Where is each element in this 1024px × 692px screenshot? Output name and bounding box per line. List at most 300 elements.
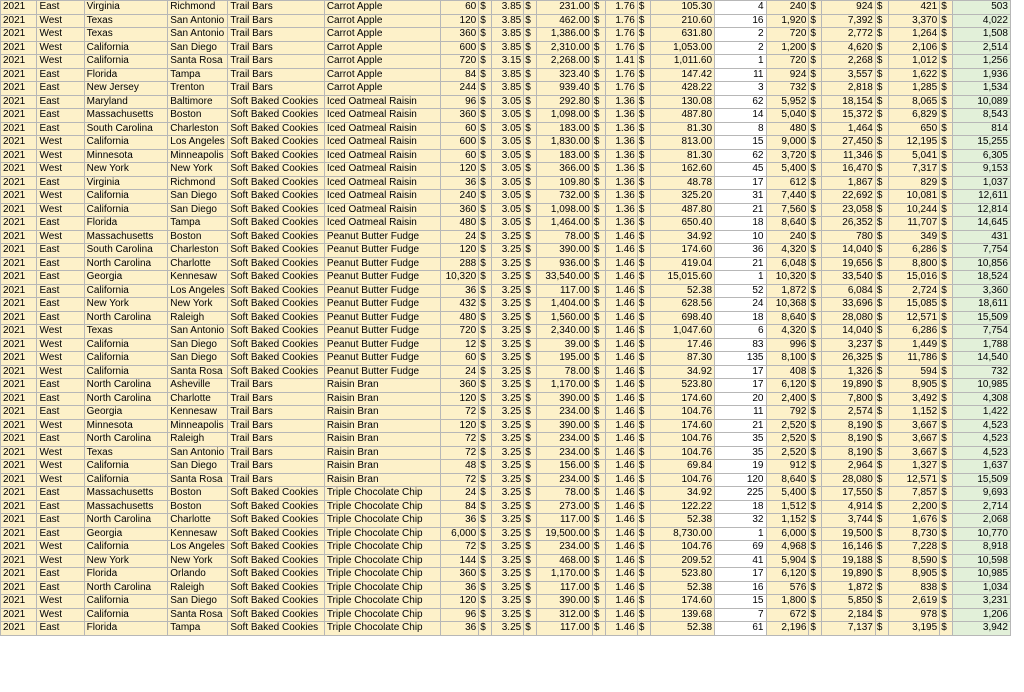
price-cell[interactable]: 3.25 [492,244,524,258]
sales-cell[interactable]: 16,146 [822,541,876,555]
units-cell[interactable]: 480 [440,217,479,231]
currency-symbol[interactable]: $ [637,55,650,69]
currency-symbol[interactable]: $ [875,298,888,312]
currency-symbol[interactable]: $ [479,230,492,244]
category-cell[interactable]: Trail Bars [228,14,325,28]
currency-symbol[interactable]: $ [809,298,822,312]
table-row[interactable] [1,284,1024,298]
region-cell[interactable]: West [37,325,84,339]
state-cell[interactable]: California [84,41,168,55]
city-cell[interactable]: Charlotte [168,257,228,271]
profit-cell[interactable]: 52.38 [650,514,714,528]
value-cell[interactable]: 1,327 [888,460,939,474]
price-cell[interactable]: 3.25 [492,487,524,501]
value-cell[interactable]: 7,228 [888,541,939,555]
currency-symbol[interactable]: $ [637,271,650,285]
units-cell[interactable]: 480 [440,311,479,325]
units-cell[interactable]: 36 [440,514,479,528]
currency-symbol[interactable]: $ [524,122,537,136]
net-cell[interactable]: 4,308 [953,392,1011,406]
region-cell[interactable]: East [37,406,84,420]
table-row[interactable] [1,257,1024,271]
price-cell[interactable]: 3.25 [492,460,524,474]
currency-symbol[interactable]: $ [809,109,822,123]
currency-symbol[interactable]: $ [524,527,537,541]
currency-symbol[interactable]: $ [479,244,492,258]
sales-units-cell[interactable]: 2,520 [766,419,809,433]
city-cell[interactable]: San Antonio [168,446,228,460]
currency-symbol[interactable]: $ [875,514,888,528]
region-cell[interactable]: West [37,595,84,609]
currency-symbol[interactable]: $ [940,338,953,352]
revenue-cell[interactable]: 1,098.00 [537,203,593,217]
category-cell[interactable]: Soft Baked Cookies [228,284,325,298]
currency-symbol[interactable]: $ [809,622,822,636]
city-cell[interactable]: Tampa [168,217,228,231]
sales-cell[interactable]: 2,268 [822,55,876,69]
product-cell[interactable]: Triple Chocolate Chip [324,622,440,636]
year-cell[interactable]: 2021 [1,406,37,420]
cost-cell[interactable]: 1.46 [605,487,637,501]
product-cell[interactable]: Peanut Butter Fudge [324,298,440,312]
product-cell[interactable]: Raisin Bran [324,406,440,420]
state-cell[interactable]: South Carolina [84,244,168,258]
city-cell[interactable]: Charlotte [168,392,228,406]
revenue-cell[interactable]: 2,340.00 [537,325,593,339]
currency-symbol[interactable]: $ [875,554,888,568]
cost-cell[interactable]: 1.46 [605,392,637,406]
units-cell[interactable]: 360 [440,568,479,582]
cost-cell[interactable]: 1.46 [605,514,637,528]
cost-cell[interactable]: 1.46 [605,352,637,366]
sales-units-cell[interactable]: 5,952 [766,95,809,109]
profit-cell[interactable]: 147.42 [650,68,714,82]
currency-symbol[interactable]: $ [940,68,953,82]
currency-symbol[interactable]: $ [809,338,822,352]
currency-symbol[interactable]: $ [524,554,537,568]
currency-symbol[interactable]: $ [592,568,605,582]
sales-units-cell[interactable]: 1,800 [766,595,809,609]
region-cell[interactable]: East [37,244,84,258]
cost-cell[interactable]: 1.46 [605,595,637,609]
currency-symbol[interactable]: $ [637,1,650,15]
product-cell[interactable]: Triple Chocolate Chip [324,541,440,555]
currency-symbol[interactable]: $ [809,122,822,136]
currency-symbol[interactable]: $ [479,95,492,109]
currency-symbol[interactable]: $ [809,14,822,28]
value-cell[interactable]: 978 [888,608,939,622]
currency-symbol[interactable]: $ [592,446,605,460]
currency-symbol[interactable]: $ [592,500,605,514]
value-cell[interactable]: 2,106 [888,41,939,55]
currency-symbol[interactable]: $ [524,68,537,82]
currency-symbol[interactable]: $ [479,338,492,352]
product-cell[interactable]: Iced Oatmeal Raisin [324,149,440,163]
currency-symbol[interactable]: $ [524,568,537,582]
sales-cell[interactable]: 2,772 [822,28,876,42]
price-cell[interactable]: 3.25 [492,554,524,568]
category-cell[interactable]: Trail Bars [228,28,325,42]
price-cell[interactable]: 3.25 [492,581,524,595]
units-cell[interactable]: 120 [440,595,479,609]
year-cell[interactable]: 2021 [1,55,37,69]
currency-symbol[interactable]: $ [479,190,492,204]
value-cell[interactable]: 1,449 [888,338,939,352]
currency-symbol[interactable]: $ [479,433,492,447]
qty-cell[interactable]: 120 [715,473,766,487]
price-cell[interactable]: 3.85 [492,28,524,42]
product-cell[interactable]: Peanut Butter Fudge [324,365,440,379]
sales-units-cell[interactable]: 1,200 [766,41,809,55]
state-cell[interactable]: California [84,608,168,622]
currency-symbol[interactable]: $ [809,527,822,541]
revenue-cell[interactable]: 78.00 [537,230,593,244]
currency-symbol[interactable]: $ [592,284,605,298]
state-cell[interactable]: Minnesota [84,419,168,433]
currency-symbol[interactable]: $ [592,55,605,69]
value-cell[interactable]: 3,667 [888,446,939,460]
revenue-cell[interactable]: 366.00 [537,163,593,177]
profit-cell[interactable]: 69.84 [650,460,714,474]
currency-symbol[interactable]: $ [479,122,492,136]
product-cell[interactable]: Peanut Butter Fudge [324,311,440,325]
revenue-cell[interactable]: 183.00 [537,122,593,136]
units-cell[interactable]: 24 [440,365,479,379]
city-cell[interactable]: Santa Rosa [168,608,228,622]
currency-symbol[interactable]: $ [592,379,605,393]
currency-symbol[interactable]: $ [940,271,953,285]
currency-symbol[interactable]: $ [940,392,953,406]
state-cell[interactable]: California [84,55,168,69]
table-row[interactable] [1,176,1024,190]
price-cell[interactable]: 3.25 [492,622,524,636]
currency-symbol[interactable]: $ [524,433,537,447]
currency-symbol[interactable]: $ [875,163,888,177]
sales-units-cell[interactable]: 8,640 [766,473,809,487]
currency-symbol[interactable]: $ [875,82,888,96]
revenue-cell[interactable]: 273.00 [537,500,593,514]
price-cell[interactable]: 3.25 [492,595,524,609]
qty-cell[interactable]: 225 [715,487,766,501]
currency-symbol[interactable]: $ [809,473,822,487]
currency-symbol[interactable]: $ [940,82,953,96]
sales-cell[interactable]: 7,137 [822,622,876,636]
currency-symbol[interactable]: $ [479,257,492,271]
table-row[interactable] [1,325,1024,339]
currency-symbol[interactable]: $ [940,109,953,123]
sales-units-cell[interactable]: 720 [766,28,809,42]
currency-symbol[interactable]: $ [592,392,605,406]
city-cell[interactable]: Raleigh [168,581,228,595]
net-cell[interactable]: 503 [953,1,1011,15]
currency-symbol[interactable]: $ [524,406,537,420]
category-cell[interactable]: Soft Baked Cookies [228,230,325,244]
revenue-cell[interactable]: 195.00 [537,352,593,366]
currency-symbol[interactable]: $ [592,608,605,622]
qty-cell[interactable]: 14 [715,109,766,123]
year-cell[interactable]: 2021 [1,68,37,82]
product-cell[interactable]: Carrot Apple [324,1,440,15]
net-cell[interactable]: 1,936 [953,68,1011,82]
qty-cell[interactable]: 1 [715,271,766,285]
price-cell[interactable]: 3.25 [492,284,524,298]
units-cell[interactable]: 360 [440,28,479,42]
currency-symbol[interactable]: $ [637,68,650,82]
currency-symbol[interactable]: $ [479,109,492,123]
net-cell[interactable]: 1,256 [953,55,1011,69]
cost-cell[interactable]: 1.76 [605,68,637,82]
sales-units-cell[interactable]: 4,320 [766,325,809,339]
currency-symbol[interactable]: $ [875,365,888,379]
table-row[interactable] [1,190,1024,204]
table-row[interactable] [1,311,1024,325]
cost-cell[interactable]: 1.36 [605,122,637,136]
sales-cell[interactable]: 18,154 [822,95,876,109]
year-cell[interactable]: 2021 [1,136,37,150]
qty-cell[interactable]: 15 [715,595,766,609]
value-cell[interactable]: 349 [888,230,939,244]
profit-cell[interactable]: 105.30 [650,1,714,15]
year-cell[interactable]: 2021 [1,325,37,339]
units-cell[interactable]: 36 [440,176,479,190]
currency-symbol[interactable]: $ [524,487,537,501]
cost-cell[interactable]: 1.46 [605,622,637,636]
category-cell[interactable]: Trail Bars [228,82,325,96]
region-cell[interactable]: West [37,338,84,352]
year-cell[interactable]: 2021 [1,487,37,501]
price-cell[interactable]: 3.25 [492,473,524,487]
currency-symbol[interactable]: $ [524,136,537,150]
price-cell[interactable]: 3.05 [492,217,524,231]
net-cell[interactable]: 4,523 [953,446,1011,460]
currency-symbol[interactable]: $ [479,554,492,568]
cost-cell[interactable]: 1.36 [605,217,637,231]
currency-symbol[interactable]: $ [809,284,822,298]
units-cell[interactable]: 72 [440,433,479,447]
units-cell[interactable]: 600 [440,41,479,55]
table-row[interactable] [1,122,1024,136]
units-cell[interactable]: 120 [440,419,479,433]
table-row[interactable] [1,109,1024,123]
region-cell[interactable]: East [37,568,84,582]
profit-cell[interactable]: 104.76 [650,541,714,555]
revenue-cell[interactable]: 936.00 [537,257,593,271]
region-cell[interactable]: East [37,392,84,406]
currency-symbol[interactable]: $ [524,217,537,231]
sales-units-cell[interactable]: 9,000 [766,136,809,150]
currency-symbol[interactable]: $ [637,608,650,622]
net-cell[interactable]: 1,788 [953,338,1011,352]
sales-units-cell[interactable]: 7,560 [766,203,809,217]
cost-cell[interactable]: 1.46 [605,325,637,339]
revenue-cell[interactable]: 117.00 [537,581,593,595]
year-cell[interactable]: 2021 [1,527,37,541]
product-cell[interactable]: Peanut Butter Fudge [324,284,440,298]
revenue-cell[interactable]: 1,464.00 [537,217,593,231]
units-cell[interactable]: 12 [440,338,479,352]
currency-symbol[interactable]: $ [875,608,888,622]
sales-cell[interactable]: 1,326 [822,365,876,379]
profit-cell[interactable]: 104.76 [650,406,714,420]
category-cell[interactable]: Soft Baked Cookies [228,203,325,217]
revenue-cell[interactable]: 939.40 [537,82,593,96]
profit-cell[interactable]: 104.76 [650,446,714,460]
qty-cell[interactable]: 69 [715,541,766,555]
cost-cell[interactable]: 1.46 [605,379,637,393]
qty-cell[interactable]: 135 [715,352,766,366]
currency-symbol[interactable]: $ [524,500,537,514]
city-cell[interactable]: San Antonio [168,28,228,42]
currency-symbol[interactable]: $ [479,487,492,501]
year-cell[interactable]: 2021 [1,433,37,447]
net-cell[interactable]: 1,534 [953,82,1011,96]
qty-cell[interactable]: 4 [715,1,766,15]
currency-symbol[interactable]: $ [637,595,650,609]
price-cell[interactable]: 3.25 [492,230,524,244]
price-cell[interactable]: 3.25 [492,500,524,514]
product-cell[interactable]: Triple Chocolate Chip [324,500,440,514]
cost-cell[interactable]: 1.36 [605,95,637,109]
currency-symbol[interactable]: $ [809,217,822,231]
table-row[interactable] [1,460,1024,474]
qty-cell[interactable]: 32 [715,514,766,528]
price-cell[interactable]: 3.05 [492,136,524,150]
qty-cell[interactable]: 1 [715,527,766,541]
sales-cell[interactable]: 14,040 [822,244,876,258]
sales-units-cell[interactable]: 612 [766,176,809,190]
year-cell[interactable]: 2021 [1,365,37,379]
revenue-cell[interactable]: 39.00 [537,338,593,352]
currency-symbol[interactable]: $ [809,541,822,555]
sales-units-cell[interactable]: 5,400 [766,163,809,177]
product-cell[interactable]: Triple Chocolate Chip [324,514,440,528]
currency-symbol[interactable]: $ [592,122,605,136]
year-cell[interactable]: 2021 [1,257,37,271]
state-cell[interactable]: California [84,541,168,555]
product-cell[interactable]: Iced Oatmeal Raisin [324,109,440,123]
currency-symbol[interactable]: $ [592,1,605,15]
value-cell[interactable]: 421 [888,1,939,15]
currency-symbol[interactable]: $ [592,109,605,123]
year-cell[interactable]: 2021 [1,568,37,582]
revenue-cell[interactable]: 1,560.00 [537,311,593,325]
net-cell[interactable]: 1,508 [953,28,1011,42]
category-cell[interactable]: Soft Baked Cookies [228,595,325,609]
profit-cell[interactable]: 813.00 [650,136,714,150]
currency-symbol[interactable]: $ [479,28,492,42]
value-cell[interactable]: 1,622 [888,68,939,82]
currency-symbol[interactable]: $ [940,554,953,568]
currency-symbol[interactable]: $ [479,514,492,528]
currency-symbol[interactable]: $ [875,325,888,339]
category-cell[interactable]: Trail Bars [228,433,325,447]
year-cell[interactable]: 2021 [1,554,37,568]
price-cell[interactable]: 3.25 [492,608,524,622]
currency-symbol[interactable]: $ [809,149,822,163]
currency-symbol[interactable]: $ [479,284,492,298]
cost-cell[interactable]: 1.46 [605,568,637,582]
sales-cell[interactable]: 23,058 [822,203,876,217]
year-cell[interactable]: 2021 [1,460,37,474]
region-cell[interactable]: West [37,41,84,55]
currency-symbol[interactable]: $ [875,122,888,136]
currency-symbol[interactable]: $ [592,271,605,285]
currency-symbol[interactable]: $ [809,608,822,622]
region-cell[interactable]: East [37,271,84,285]
units-cell[interactable]: 84 [440,500,479,514]
category-cell[interactable]: Trail Bars [228,419,325,433]
sales-cell[interactable]: 19,188 [822,554,876,568]
cost-cell[interactable]: 1.36 [605,203,637,217]
cost-cell[interactable]: 1.46 [605,608,637,622]
product-cell[interactable]: Peanut Butter Fudge [324,325,440,339]
profit-cell[interactable]: 34.92 [650,230,714,244]
qty-cell[interactable]: 19 [715,460,766,474]
profit-cell[interactable]: 325.20 [650,190,714,204]
product-cell[interactable]: Triple Chocolate Chip [324,554,440,568]
product-cell[interactable]: Iced Oatmeal Raisin [324,217,440,231]
currency-symbol[interactable]: $ [479,163,492,177]
net-cell[interactable]: 10,985 [953,379,1011,393]
cost-cell[interactable]: 1.46 [605,298,637,312]
product-cell[interactable]: Raisin Bran [324,379,440,393]
state-cell[interactable]: Georgia [84,527,168,541]
city-cell[interactable]: Raleigh [168,311,228,325]
units-cell[interactable]: 36 [440,622,479,636]
currency-symbol[interactable]: $ [940,568,953,582]
sales-cell[interactable]: 19,500 [822,527,876,541]
cost-cell[interactable]: 1.46 [605,365,637,379]
table-row[interactable] [1,95,1024,109]
currency-symbol[interactable]: $ [479,149,492,163]
currency-symbol[interactable]: $ [875,190,888,204]
product-cell[interactable]: Raisin Bran [324,473,440,487]
city-cell[interactable]: Richmond [168,176,228,190]
product-cell[interactable]: Iced Oatmeal Raisin [324,203,440,217]
currency-symbol[interactable]: $ [524,514,537,528]
value-cell[interactable]: 11,707 [888,217,939,231]
currency-symbol[interactable]: $ [637,311,650,325]
profit-cell[interactable]: 419.04 [650,257,714,271]
currency-symbol[interactable]: $ [809,500,822,514]
sales-cell[interactable]: 924 [822,1,876,15]
currency-symbol[interactable]: $ [637,365,650,379]
revenue-cell[interactable]: 1,098.00 [537,109,593,123]
currency-symbol[interactable]: $ [479,581,492,595]
currency-symbol[interactable]: $ [809,419,822,433]
units-cell[interactable]: 360 [440,379,479,393]
units-cell[interactable]: 600 [440,136,479,150]
state-cell[interactable]: New York [84,554,168,568]
state-cell[interactable]: North Carolina [84,581,168,595]
state-cell[interactable]: North Carolina [84,392,168,406]
currency-symbol[interactable]: $ [940,122,953,136]
net-cell[interactable]: 4,523 [953,419,1011,433]
sales-units-cell[interactable]: 720 [766,55,809,69]
currency-symbol[interactable]: $ [940,149,953,163]
currency-symbol[interactable]: $ [940,352,953,366]
sales-units-cell[interactable]: 2,400 [766,392,809,406]
currency-symbol[interactable]: $ [637,500,650,514]
currency-symbol[interactable]: $ [592,95,605,109]
value-cell[interactable]: 7,857 [888,487,939,501]
currency-symbol[interactable]: $ [637,284,650,298]
table-row[interactable] [1,271,1024,285]
currency-symbol[interactable]: $ [524,203,537,217]
qty-cell[interactable]: 52 [715,284,766,298]
net-cell[interactable]: 18,611 [953,298,1011,312]
category-cell[interactable]: Soft Baked Cookies [228,163,325,177]
